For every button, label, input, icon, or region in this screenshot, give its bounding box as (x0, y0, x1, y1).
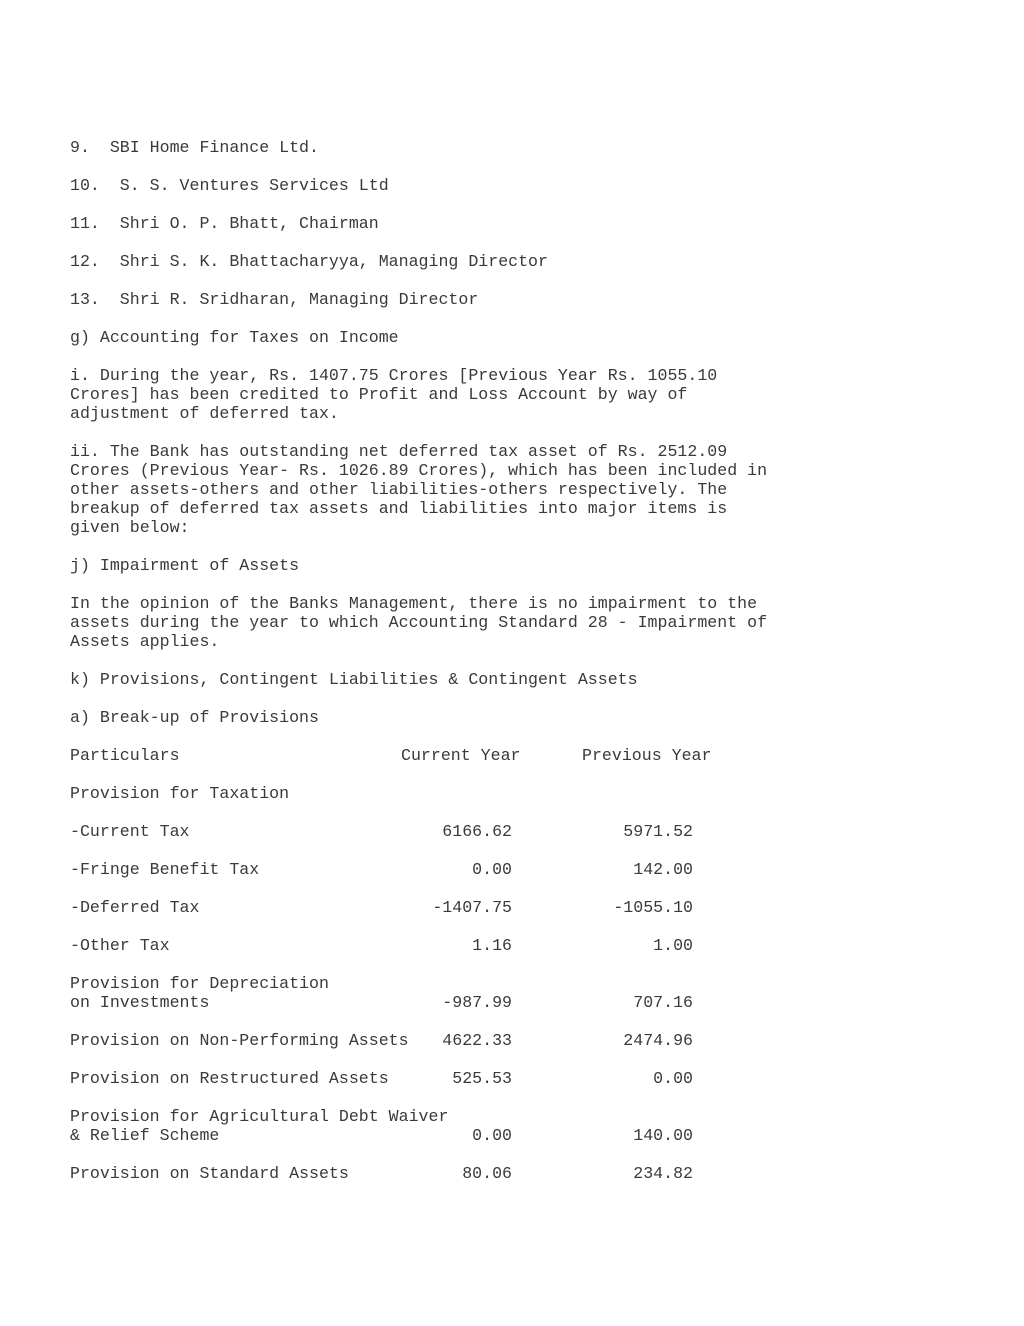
row-previous-value: 5971.52 (623, 822, 693, 841)
list-item: 12. Shri S. K. Bhattacharyya, Managing Director (70, 252, 548, 271)
row-label: -Current Tax (70, 822, 190, 841)
header-previous-year: Previous Year (582, 746, 712, 765)
list-item: 11. Shri O. P. Bhatt, Chairman (70, 214, 379, 233)
row-previous-value: 0.00 (653, 1069, 693, 1088)
table-row (70, 1069, 970, 1088)
row-current-value: 80.06 (462, 1164, 512, 1183)
table-row (70, 860, 970, 879)
section-heading-impairment: j) Impairment of Assets (70, 556, 300, 575)
row-previous-value: 1.00 (653, 936, 693, 955)
table-row (70, 974, 970, 1012)
table-row (70, 936, 970, 955)
row-label: Provision on Restructured Assets (70, 1069, 389, 1088)
section-heading-provisions: k) Provisions, Contingent Liabilities & Contingent Assets (70, 670, 638, 689)
list-item: 13. Shri R. Sridharan, Managing Director (70, 290, 479, 309)
row-current-value: 6166.62 (442, 822, 512, 841)
row-current-value: 0.00 (472, 860, 512, 879)
table-row (70, 1031, 970, 1050)
section-heading-taxes: g) Accounting for Taxes on Income (70, 328, 399, 347)
list-item: 10. S. S. Ventures Services Ltd (70, 176, 389, 195)
row-label: Provision on Non-Performing Assets (70, 1031, 409, 1050)
header-particulars: Particulars (70, 746, 180, 765)
table-row (70, 898, 970, 917)
header-current-year: Current Year (401, 746, 521, 765)
table-group-label: Provision for Taxation (70, 784, 290, 803)
document-page (70, 138, 970, 1202)
row-current-value: 525.53 (452, 1069, 512, 1088)
row-previous-value: -1055.10 (613, 898, 693, 917)
row-label: Provision for Agricultural Debt Waiver & Relief Scheme (70, 1107, 449, 1145)
row-previous-value: 142.00 (633, 860, 693, 879)
row-previous-value: 707.16 (633, 993, 693, 1012)
row-label: Provision for Depreciation on Investments (70, 974, 329, 1012)
paragraph-impairment: In the opinion of the Banks Management, there is no impairment to the assets during the year to which Accounting Standard 28 - Impairment of Assets applies. (70, 594, 768, 651)
row-previous-value: 2474.96 (623, 1031, 693, 1050)
row-previous-value: 140.00 (633, 1126, 693, 1145)
paragraph-deferred-tax-asset: ii. The Bank has outstanding net deferred tax asset of Rs. 2512.09 Crores (Previous Year- Rs. 1026.89 Crores), which has been included in other assets-others and other liabilities-others respectively. The breakup of deferred tax assets and liabilities into major items is given below: (70, 442, 768, 537)
table-row (70, 1107, 970, 1145)
row-label: -Fringe Benefit Tax (70, 860, 260, 879)
row-label: Provision on Standard Assets (70, 1164, 349, 1183)
row-previous-value: 234.82 (633, 1164, 693, 1183)
row-current-value: 0.00 (472, 1126, 512, 1145)
list-item: 9. SBI Home Finance Ltd. (70, 138, 319, 157)
subheading-breakup: a) Break-up of Provisions (70, 708, 319, 727)
table-row (70, 822, 970, 841)
row-current-value: 4622.33 (442, 1031, 512, 1050)
table-header-row (70, 746, 970, 765)
row-current-value: 1.16 (472, 936, 512, 955)
row-label: -Deferred Tax (70, 898, 200, 917)
row-current-value: -1407.75 (432, 898, 512, 917)
row-current-value: -987.99 (442, 993, 512, 1012)
row-label: -Other Tax (70, 936, 170, 955)
table-row (70, 1164, 970, 1183)
paragraph-deferred-tax-credit: i. During the year, Rs. 1407.75 Crores [Previous Year Rs. 1055.10 Crores] has been credited to Profit and Loss Account by way of adjustment of deferred tax. (70, 366, 718, 423)
